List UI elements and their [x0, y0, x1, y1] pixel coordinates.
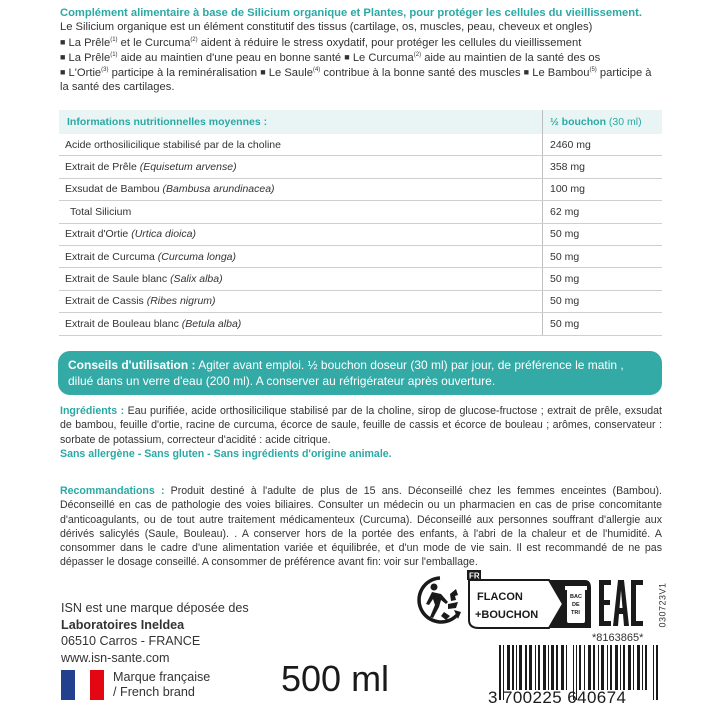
usage-box [58, 351, 662, 395]
table-row [59, 313, 662, 335]
table-header-row [59, 110, 662, 134]
ingredient-label: Exsudat de Bambou [65, 183, 163, 196]
claim-plant: Le Saule [268, 67, 313, 80]
recycling-info-icon [467, 570, 593, 632]
claim-plant: La Prêle [68, 36, 111, 49]
ingredients-section [60, 404, 662, 461]
table-row [59, 245, 662, 267]
claim-text: aide au maintien d'une peau en bonne santé [117, 51, 342, 64]
ingredient-value: 50 mg [543, 290, 663, 312]
ingredient-value: 50 mg [543, 223, 663, 245]
ingredient-label: Extrait de Prêle [65, 161, 140, 174]
intro-body [60, 20, 660, 94]
latin-name: (Ribes nigrum) [146, 295, 216, 308]
ingredient-value: 358 mg [543, 156, 663, 178]
footnote-ref: (1) [110, 51, 118, 58]
claim-plant: Le Curcuma [352, 51, 414, 64]
ingredient-name [59, 268, 543, 290]
ingredient-name [59, 156, 543, 178]
french-brand-label [113, 670, 210, 700]
ingredient-value: 2460 mg [543, 134, 663, 156]
latin-name: (Betula alba) [181, 317, 242, 330]
table-row [59, 201, 662, 223]
ean-number: 3 700225 640674 [488, 688, 627, 707]
footnote-ref: (2) [190, 36, 198, 43]
ingredient-name [59, 245, 543, 267]
intro-section [60, 6, 660, 95]
recommendations-section [60, 484, 662, 570]
eac-certification-icon [599, 580, 643, 626]
bullet-icon: ■ [60, 51, 66, 62]
product-code: *8163865* [592, 632, 644, 644]
ingredient-label: Extrait d'Ortie [65, 228, 132, 241]
claim-plant: Le Bambou [532, 67, 590, 80]
silicium-sentence: Le Silicium organique est un élément constitutif des tissus (cartilage, os, muscles, peau, cheveux et ongles) [60, 21, 593, 34]
usage-label: Conseils d'utilisation : [68, 358, 196, 372]
footnote-ref: (2) [413, 51, 422, 58]
ingredient-value: 62 mg [543, 201, 663, 223]
bullet-icon: ■ [60, 36, 66, 47]
french-brand-line1: Marque française [113, 670, 211, 684]
footnote-ref: (1) [110, 36, 118, 43]
ingredient-label: Extrait de Bouleau blanc [65, 317, 182, 330]
french-flag-icon [61, 670, 105, 700]
latin-name: (Salix alba) [170, 273, 223, 286]
product-headline: Complément alimentaire à base de Silicium organique et Plantes, pour protéger les cellules du vieillissement. [60, 7, 642, 19]
usage-text: Agiter avant emploi. ½ bouchon doseur (30 ml) par jour, de préférence le matin , dilué dans un verre d'eau (200 ml). A conserver au réfrigérateur après ouverture. [68, 358, 624, 388]
table-row [59, 178, 662, 200]
ingredient-label: Acide orthosilicilique stabilisé par de la choline [65, 138, 281, 151]
latin-name: (Bambusa arundinacea) [162, 183, 275, 196]
ingredient-value: 50 mg [543, 313, 663, 335]
dose-header [543, 110, 663, 134]
latin-name: (Curcuma longa) [157, 250, 236, 263]
ingredient-label: Extrait de Saule blanc [65, 273, 171, 286]
company-name: Laboratoires Ineldea [61, 617, 185, 632]
claim-text: aident à réduire le stress oxydatif, pour protéger les cellules du vieillissement [197, 36, 582, 49]
svg-text:TRI: TRI [571, 610, 580, 616]
table-row [59, 134, 662, 156]
website-link: www.isn-sante.com [61, 651, 170, 666]
table-row [59, 268, 662, 290]
ingredient-name [59, 313, 543, 335]
ingredient-label: Extrait de Cassis [65, 295, 147, 308]
french-brand-line2: / French brand [113, 685, 195, 699]
svg-text:+BOUCHON: +BOUCHON [475, 609, 539, 621]
table-row [59, 223, 662, 245]
company-address: 06510 Carros - FRANCE [61, 634, 201, 649]
dose-light: (30 ml) [606, 116, 642, 128]
ingredient-label: Total Silicium [70, 205, 132, 218]
nutrition-header-label: Informations nutritionnelles moyennes : [59, 110, 543, 134]
ingredient-name [59, 223, 543, 245]
claim-text: participe à la reminéralisation [108, 67, 258, 80]
recommendations-label: Recommandations : [60, 485, 165, 497]
claim-plant: La Prêle [68, 51, 111, 64]
latin-name: (Equisetum arvense) [139, 161, 237, 174]
footnote-ref: (3) [101, 67, 109, 74]
svg-text:FR: FR [469, 571, 480, 581]
ingredient-name [59, 201, 543, 223]
brand-block [61, 600, 341, 667]
footnote-ref: (4) [312, 67, 321, 74]
bullet-icon: ■ [260, 67, 266, 78]
ingredients-text: Eau purifiée, acide orthosilicilique stabilisé par de la choline, sirop de glucose-fructose ; extrait de prêle, exsudat de bambou, feuille d'ortie, racine de curcuma, écorce de saule, feuille de cassis et écorce de bouleau ; arômes, conservateur : sorbate de potassium, correcteur d'acidité : acide citrique. [60, 405, 662, 446]
svg-text:DE: DE [572, 602, 580, 608]
recommendations-text: Produit destiné à l'adulte de plus de 15 ans. Déconseillé chez les femmes enceintes (Bambou). Déconseillé en cas de pathologie des voies biliaires. Consulter un médecin ou un pharmacien en cas de prise concomitante d'anticoagulants, ou de tout autre traitement médicamenteux (Curcuma). Déconseillé aux personnes souffrant d'allergie aux dérivés salicylés (Saule, Bouleau). . A conserver hors de la portée des enfants, à l'abri de la chaleur et de l'humidité. A consommer dans le cadre d'une alimentation variée et équilibrée, et d'un mode de vie sain. Il est recommandé de ne pas dépasser le dosage conseillé. A consommer de préférence avant fin: voir sur l'emballage. [60, 485, 662, 569]
svg-text:BAC: BAC [570, 594, 582, 600]
volume-label: 500 ml [281, 658, 390, 699]
version-code: 030723V1 [657, 582, 668, 628]
table-row [59, 156, 662, 178]
nutrition-table [59, 110, 662, 336]
svg-text:FLACON: FLACON [477, 591, 523, 603]
brand-line: ISN est une marque déposée des [61, 601, 249, 615]
claim-plant: L'Ortie [68, 67, 102, 80]
claim-text: aide au maintien de la santé des os [421, 51, 601, 64]
claim-text: et le Curcuma [117, 36, 191, 49]
ingredient-value: 100 mg [543, 178, 663, 200]
ingredient-value: 50 mg [543, 245, 663, 267]
triman-recycle-icon [414, 574, 466, 628]
footnote-ref: (5) [589, 67, 597, 74]
claim-text: contribue à la bonne santé des muscles [320, 67, 521, 80]
bullet-icon: ■ [60, 67, 66, 78]
allergen-statement: Sans allergène - Sans gluten - Sans ingrédients d'origine animale. [60, 447, 392, 460]
ingredient-value: 50 mg [543, 268, 663, 290]
ingredients-label: Ingrédients : [60, 405, 125, 417]
bullet-icon: ■ [344, 51, 350, 62]
ingredient-name [59, 178, 543, 200]
dose-bold: ½ bouchon [550, 116, 606, 128]
ingredient-name [59, 134, 543, 156]
ingredient-label: Extrait de Curcuma [65, 250, 158, 263]
bullet-icon: ■ [523, 67, 530, 78]
ingredient-name [59, 290, 543, 312]
table-row [59, 290, 662, 312]
latin-name: (Urtica dioica) [131, 228, 196, 241]
claim-text: participe à la santé des cartilages. [60, 67, 652, 94]
